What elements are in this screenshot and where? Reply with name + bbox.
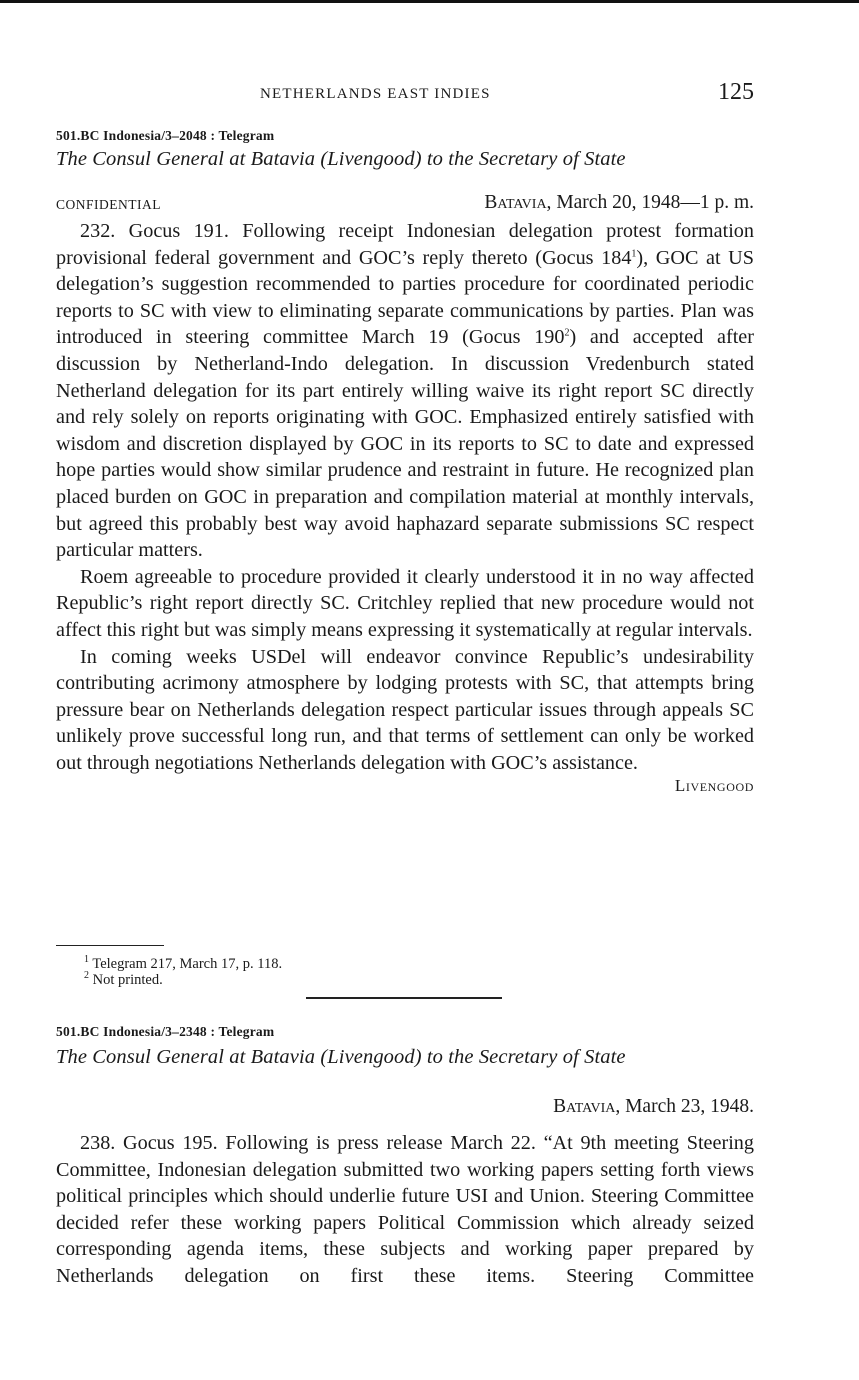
footnote-marker: 2: [564, 327, 570, 339]
telegram-1: [56, 128, 754, 802]
footnote-mark: 1: [84, 954, 89, 966]
paragraph-text: ) and accepted after discussion by Netherland-Indo delegation. In discussion Vredenburch stated Netherland delegation for its part entirely willing waive its right report SC directly and rely solely on reports originating with GOC. Emphasized entirely satisfied with wisdom and discretion displayed by GOC in its reports to SC to date and expressed hope parties would show similar prudence and restraint in future. He recognized plan placed burden on GOC in preparation and compilation material at monthly intervals, but agreed this probably best way avoid haphazard separate submissions SC respect particular matters.: [56, 326, 754, 562]
footnote: [56, 972, 754, 988]
telegram-paragraph: In coming weeks USDel will endeavor convince Republic’s undesirability contributing acrimony atmosphere by lodging protests with SC, that attempts bring pressure bear on Netherlands delegation respect particular issues through appeals SC unlikely prove successful long run, and that terms of settlement can only be worked out through negotiations Netherlands delegation with GOC’s assistance.: [56, 645, 754, 774]
date-text: March 23, 1948.: [620, 1096, 754, 1117]
telegram-heading: The Consul General at Batavia (Livengood) to the Secretary of State: [56, 1046, 626, 1068]
telegram-paragraph: [56, 218, 754, 564]
page-top-border: [0, 0, 859, 3]
dateline: [56, 1096, 754, 1130]
telegram-paragraph: 238. Gocus 195. Following is press release March 22. “At 9th meeting Steering Committee, Indonesian delegation submitted two working papers setting forth views political principles which should underlie future USI and Union. Steering Committee decided refer these working papers Political Commission which already seized corresponding agenda items, these subjects and working paper prepared by Netherlands delegation on first these items. Steering Committee: [56, 1132, 754, 1287]
footnotes: [56, 956, 754, 988]
running-head: [56, 79, 754, 107]
dateline: [56, 192, 754, 218]
place-date: [553, 1096, 754, 1118]
footnote: [56, 956, 754, 972]
page-number: 125: [718, 79, 754, 105]
place-date: [484, 192, 754, 214]
footnote-text: Telegram 217, March 17, p. 118.: [89, 956, 283, 972]
footnote-marker: 1: [631, 247, 637, 259]
footnote-rule: [56, 945, 164, 946]
paragraph-text: ), GOC at US delegation’s suggestion recommended to parties procedure for coordinated periodic reports to SC with view to eliminating separate communications by parties. Plan was introduced in steering committee March 19 (Gocus 190: [56, 246, 754, 349]
telegram-paragraph: Roem agreeable to procedure provided it clearly understood it in no way affected Republic’s right report directly SC. Critchley replied that new procedure would not affect this right but was simply means expressing it systematically at regular intervals.: [56, 565, 754, 641]
running-head-title: NETHERLANDS EAST INDIES: [260, 86, 491, 102]
place-name: Batavia,: [553, 1096, 621, 1117]
file-reference: 501.BC Indonesia/3–2048 : Telegram: [56, 128, 275, 143]
paragraph-text: 232. Gocus 191. Following receipt Indonesian delegation protest formation provisional federal government and GOC’s reply thereto (Gocus 184: [56, 220, 754, 269]
place-name: Batavia,: [484, 192, 552, 213]
date-text: March 20, 1948—1 p. m.: [551, 192, 754, 213]
telegram-2: [56, 1024, 754, 1290]
classification-label: CONFIDENTIAL: [56, 197, 161, 212]
signature: Livengood: [674, 776, 754, 796]
footnote-mark: 2: [84, 970, 89, 982]
telegram-heading: The Consul General at Batavia (Livengood) to the Secretary of State: [56, 148, 626, 170]
footnote-text: Not printed.: [89, 972, 163, 988]
file-reference: 501.BC Indonesia/3–2348 : Telegram: [56, 1024, 275, 1039]
section-separator: [306, 997, 502, 999]
